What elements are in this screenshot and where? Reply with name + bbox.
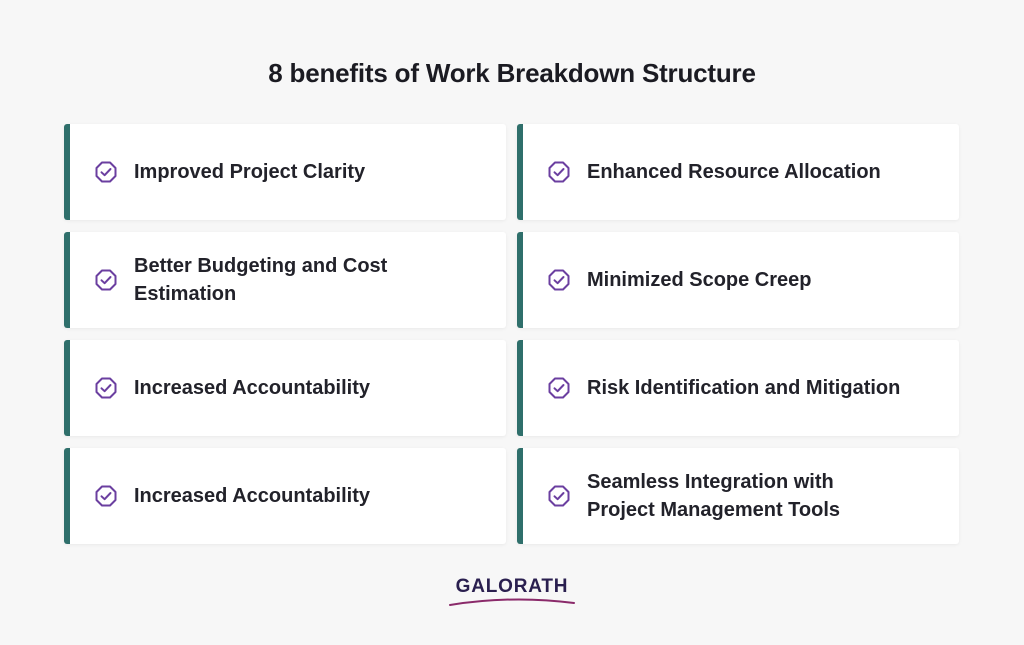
benefit-card-7 — [64, 448, 506, 544]
benefit-card-2 — [517, 124, 959, 220]
check-circle-icon — [547, 268, 571, 292]
benefit-label: Improved Project Clarity — [134, 161, 366, 183]
check-circle-icon — [94, 268, 118, 292]
benefit-label: Increased Accountability — [134, 377, 370, 399]
benefits-grid — [64, 124, 959, 544]
benefit-label: Seamless Integration with Project Management Tools — [587, 471, 841, 521]
benefit-card-3 — [64, 232, 506, 328]
benefit-card-5 — [64, 340, 506, 436]
check-circle-icon — [94, 376, 118, 400]
logo-text: GALORATH — [455, 576, 569, 597]
check-circle-icon — [547, 160, 571, 184]
accent-bar — [64, 232, 70, 328]
accent-bar — [517, 448, 523, 544]
benefit-card-8 — [517, 448, 959, 544]
galorath-logo — [0, 576, 1024, 607]
benefit-label: Better Budgeting and Cost Estimation — [134, 255, 388, 305]
check-circle-icon — [547, 484, 571, 508]
check-circle-icon — [547, 376, 571, 400]
benefit-card-1 — [64, 124, 506, 220]
accent-bar — [517, 124, 523, 220]
check-circle-icon — [94, 160, 118, 184]
page-title: 8 benefits of Work Breakdown Structure — [268, 58, 756, 88]
benefit-card-6 — [517, 340, 959, 436]
accent-bar — [517, 340, 523, 436]
logo-swoosh — [448, 597, 576, 607]
accent-bar — [64, 448, 70, 544]
accent-bar — [517, 232, 523, 328]
check-circle-icon — [94, 484, 118, 508]
benefit-label: Risk Identification and Mitigation — [587, 377, 901, 399]
benefit-label: Increased Accountability — [134, 485, 370, 507]
accent-bar — [64, 124, 70, 220]
benefit-label: Enhanced Resource Allocation — [587, 161, 881, 183]
benefit-label: Minimized Scope Creep — [587, 269, 812, 291]
benefit-card-4 — [517, 232, 959, 328]
accent-bar — [64, 340, 70, 436]
